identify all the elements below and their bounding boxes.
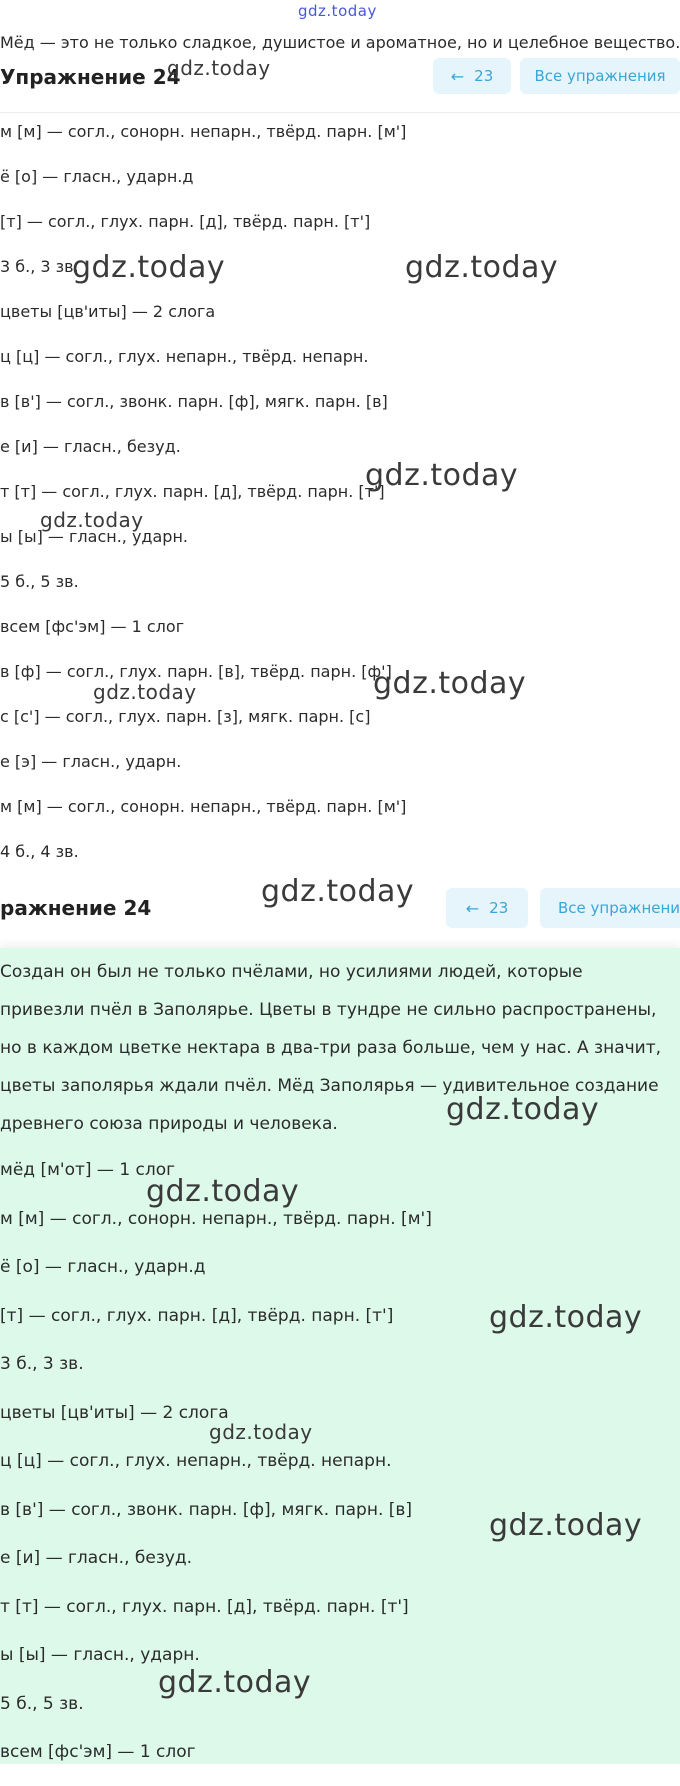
list-item: всем [фс'эм] — 1 слог xyxy=(0,1742,196,1762)
list-item: е [и] — гласн., безуд. xyxy=(0,437,181,456)
watermark: gdz.today xyxy=(93,680,197,704)
watermark: gdz.today xyxy=(209,1420,313,1444)
watermark: gdz.today xyxy=(489,1300,643,1335)
all-exercises-label-2: Все упражнени xyxy=(558,899,680,917)
watermark: gdz.today xyxy=(40,508,144,532)
watermark: gdz.today xyxy=(446,1092,600,1127)
analysis-list xyxy=(0,117,680,882)
prev-exercise-button[interactable] xyxy=(433,58,511,94)
list-item: ц [ц] — согл., глух. непарн., твёрд. непарн. xyxy=(0,347,369,366)
list-item: [т] — согл., глух. парн. [д], твёрд. парн. [т'] xyxy=(0,1305,394,1326)
watermark: gdz.today xyxy=(261,874,415,909)
list-item: 5 б., 5 зв. xyxy=(0,1693,84,1714)
list-item: в [в'] — согл., звонк. парн. [ф], мягк. парн. [в] xyxy=(0,1499,413,1520)
prev-exercise-label: 23 xyxy=(474,67,494,85)
arrow-left-icon: ← xyxy=(450,66,465,86)
list-item: 4 б., 4 зв. xyxy=(0,842,79,861)
paragraph-line: древнего союза природы и человека. xyxy=(0,1114,338,1134)
watermark-top: gdz.today xyxy=(298,2,377,20)
list-item: 5 б., 5 зв. xyxy=(0,572,79,591)
list-item: цветы [цв'иты] — 2 слога xyxy=(0,1402,229,1423)
watermark: gdz.today xyxy=(405,250,559,285)
watermark: gdz.today xyxy=(158,1665,312,1700)
watermark: gdz.today xyxy=(373,666,527,701)
list-item: м [м] — согл., сонорн. непарн., твёрд. парн. [м'] xyxy=(0,1208,432,1229)
list-item: 3 б., 3 зв. xyxy=(0,1354,84,1374)
exercise-paragraph xyxy=(0,953,670,1143)
paragraph-line: цветы заполярья ждали пчёл. Мёд Заполярья — удивительное создание xyxy=(0,1076,659,1096)
list-item: ё [о] — гласн., ударн.д xyxy=(0,167,194,186)
list-item: е [и] — гласн., безуд. xyxy=(0,1548,193,1568)
paragraph-line: но в каждом цветке нектара в два-три раза больше, чем у нас. А значит, xyxy=(0,1038,662,1058)
list-item: мёд [м'от] — 1 слог xyxy=(0,1160,176,1180)
list-item: т [т] — согл., глух. парн. [д], твёрд. парн. [т'] xyxy=(0,482,385,501)
watermark: gdz.today xyxy=(365,458,519,493)
header-divider xyxy=(0,112,680,113)
all-exercises-button-2[interactable] xyxy=(540,888,680,928)
paragraph-line: привезли пчёл в Заполярье. Цветы в тундре не сильно распространены, xyxy=(0,1000,657,1020)
list-item: ё [о] — гласн., ударн.д xyxy=(0,1257,206,1277)
list-item: [т] — согл., глух. парн. [д], твёрд. парн. [т'] xyxy=(0,212,371,231)
list-item: цветы [цв'иты] — 2 слога xyxy=(0,302,216,321)
prev-exercise-button-2[interactable] xyxy=(446,888,528,928)
list-item: 3 б., 3 зв. xyxy=(0,257,79,276)
list-item: ы [ы] — гласн., ударн. xyxy=(0,527,188,546)
intro-text: Мёд — это не только сладкое, душистое и ароматное, но и целебное вещество. xyxy=(0,33,680,52)
list-item: т [т] — согл., глух. парн. [д], твёрд. парн. [т'] xyxy=(0,1596,409,1617)
list-item: с [с'] — согл., глух. парн. [з], мягк. парн. [с] xyxy=(0,707,371,726)
exercise-title-2: ражнение 24 xyxy=(0,896,152,920)
arrow-left-icon: ← xyxy=(465,898,480,918)
all-exercises-label: Все упражнения xyxy=(534,67,666,85)
watermark: gdz.today xyxy=(72,250,226,285)
list-item: в [ф] — согл., глух. парн. [в], твёрд. парн. [ф'] xyxy=(0,662,392,681)
list-item: м [м] — согл., сонорн. непарн., твёрд. парн. [м'] xyxy=(0,122,407,141)
watermark: gdz.today xyxy=(167,56,271,80)
list-item: всем [фс'эм] — 1 слог xyxy=(0,617,185,636)
watermark: gdz.today xyxy=(146,1174,300,1209)
all-exercises-button[interactable] xyxy=(520,58,680,94)
prev-exercise-label-2: 23 xyxy=(489,899,509,917)
watermark: gdz.today xyxy=(489,1508,643,1543)
list-item: ц [ц] — согл., глух. непарн., твёрд. непарн. xyxy=(0,1451,392,1471)
exercise-title: Упражнение 24 xyxy=(0,65,181,89)
analysis-list-2 xyxy=(0,1155,680,1786)
paragraph-line: Создан он был не только пчёлами, но усилиями людей, которые xyxy=(0,962,583,982)
exercise-header-2 xyxy=(0,888,680,928)
list-item: ы [ы] — гласн., ударн. xyxy=(0,1645,200,1665)
list-item: м [м] — согл., сонорн. непарн., твёрд. парн. [м'] xyxy=(0,797,407,816)
list-item: в [в'] — согл., звонк. парн. [ф], мягк. парн. [в] xyxy=(0,392,388,411)
exercise-header xyxy=(0,58,680,98)
list-item: е [э] — гласн., ударн. xyxy=(0,752,182,771)
